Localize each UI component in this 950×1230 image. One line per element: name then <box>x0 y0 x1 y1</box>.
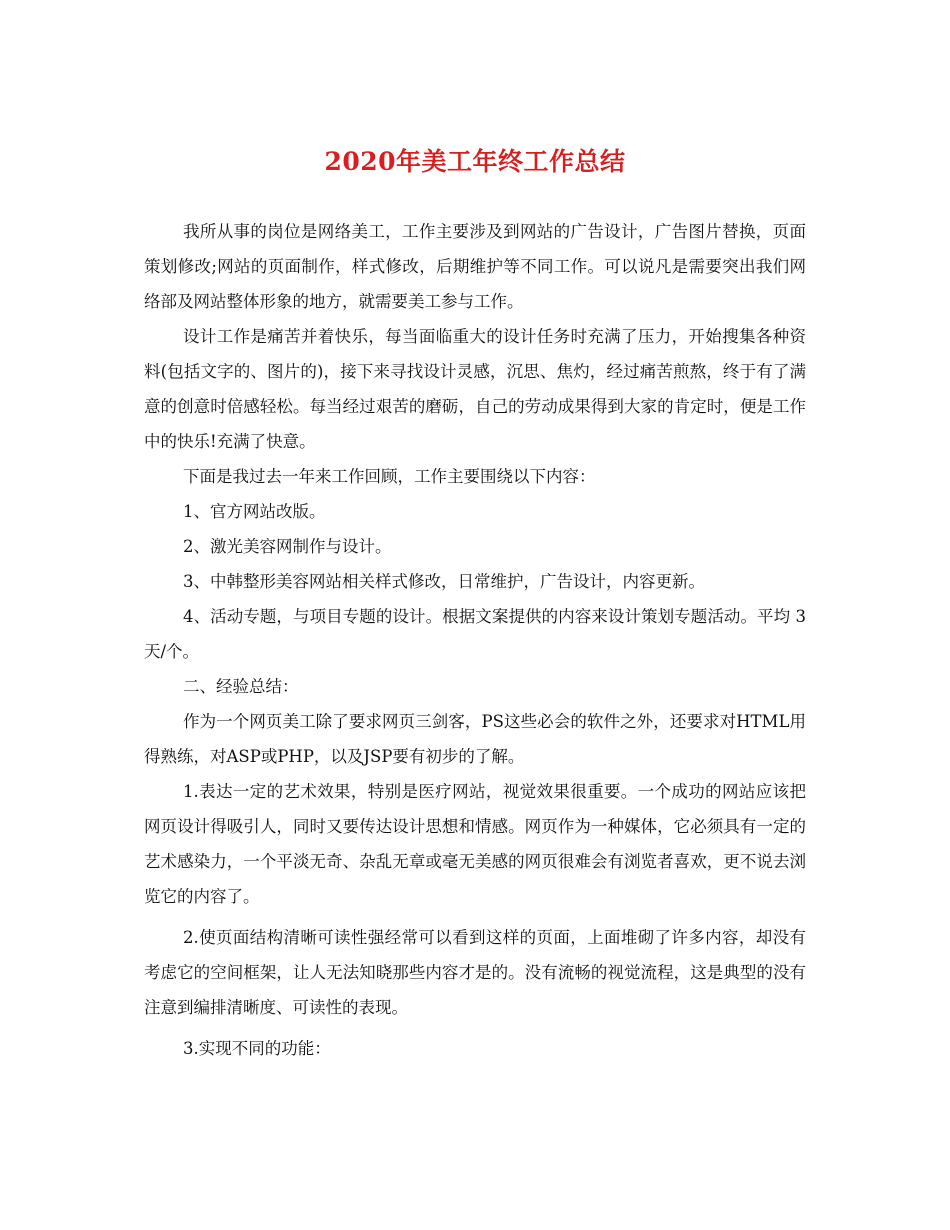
paragraph-point-2: 2.使页面结构清晰可读性强经常可以看到这样的页面，上面堆砌了许多内容，却没有考虑它的空间框架，让人无法知晓那些内容才是的。没有流畅的视觉流程，这是典型的没有注意到编排清晰度、可读性的表现。 <box>144 928 806 1017</box>
document-body <box>144 214 806 1066</box>
document-title: 2020年美工年终工作总结 <box>324 147 626 176</box>
paragraph-design-work: 设计工作是痛苦并着快乐，每当面临重大的设计任务时充满了压力，开始搜集各种资料(包括文字的、图片的)，接下来寻找设计灵感，沉思、焦灼，经过痛苦煎熬，终于有了满意的创意时倍感轻松。每当经过艰苦的磨砺，自己的劳动成果得到大家的肯定时，便是工作中的快乐!充满了快意。 <box>144 327 806 451</box>
paragraph-point-3: 3.实现不同的功能： <box>183 1039 331 1058</box>
paragraph-point-1: 1.表达一定的艺术效果，特别是医疗网站，视觉效果很重要。一个成功的网站应该把网页设计得吸引人，同时又要传达设计思想和情感。网页作为一种媒体，它必须具有一定的艺术感染力，一个平淡无奇、杂乱无章或毫无美感的网页很难会有浏览者喜欢，更不说去浏览它的内容了。 <box>144 782 806 906</box>
list-item-3: 3、中韩整形美容网站相关样式修改，日常维护，广告设计，内容更新。 <box>183 572 705 591</box>
list-item-1: 1、官方网站改版。 <box>183 502 326 521</box>
paragraph-skills: 作为一个网页美工除了要求网页三剑客，PS这些必会的软件之外，还要求对HTML用得熟练，对ASP或PHP，以及JSP要有初步的了解。 <box>144 712 806 766</box>
section-heading-experience: 二、经验总结： <box>183 677 299 696</box>
list-item-2: 2、激光美容网制作与设计。 <box>183 537 392 556</box>
paragraph-intro: 我所从事的岗位是网络美工，工作主要涉及到网站的广告设计，广告图片替换，页面策划修改;网站的页面制作，样式修改，后期维护等不同工作。可以说凡是需要突出我们网络部及网站整体形象的地方，就需要美工参与工作。 <box>144 222 806 311</box>
list-item-4: 4、活动专题，与项目专题的设计。根据文案提供的内容来设计策划专题活动。平均 3天/个。 <box>144 607 806 661</box>
paragraph-review-intro: 下面是我过去一年来工作回顾，工作主要围绕以下内容： <box>183 467 596 486</box>
